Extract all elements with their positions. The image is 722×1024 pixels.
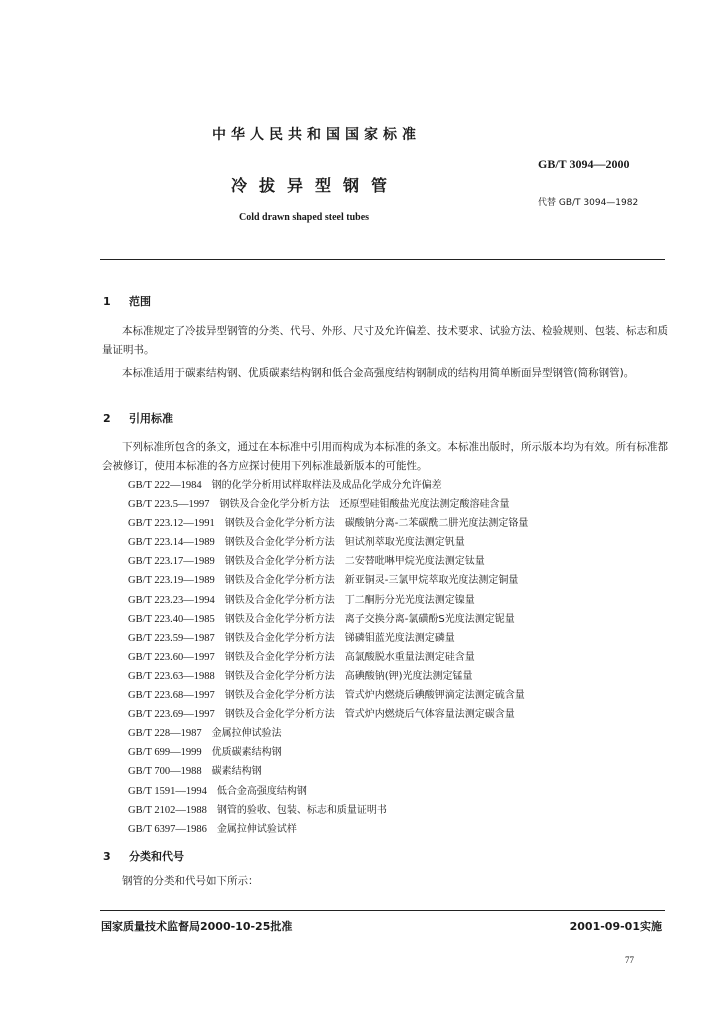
reference-title: 碳素结构钢 bbox=[211, 766, 262, 778]
reference-item bbox=[128, 629, 673, 648]
reference-code: GB/T 2102—1988 bbox=[128, 804, 207, 816]
national-standard-heading: 中华人民共和国国家标准 bbox=[212, 127, 421, 143]
reference-code: GB/T 223.40—1985 bbox=[128, 613, 215, 625]
reference-title: 钢铁及合金化学分析方法 丁二酮肟分光光度法测定镍量 bbox=[224, 594, 475, 606]
reference-code: GB/T 223.14—1989 bbox=[128, 537, 215, 549]
reference-title: 钢铁及合金化学分析方法 二安替吡啉甲烷光度法测定钛量 bbox=[224, 556, 485, 568]
reference-title: 钢管的验收、包装、标志和质量证明书 bbox=[216, 804, 387, 816]
reference-title: 钢铁及合金化学分析方法 离子交换分离-氯磺酚S光度法测定铌量 bbox=[224, 613, 515, 625]
reference-item bbox=[128, 514, 673, 533]
section-title: 范围 bbox=[129, 295, 151, 308]
reference-code: GB/T 223.69—1997 bbox=[128, 709, 215, 721]
document-title-en: Cold drawn shaped steel tubes bbox=[239, 212, 370, 223]
reference-list bbox=[128, 476, 673, 839]
reference-code: GB/T 222—1984 bbox=[128, 480, 202, 491]
reference-item bbox=[128, 686, 673, 705]
reference-item bbox=[128, 743, 673, 762]
reference-title: 钢铁及合金化学分析方法 管式炉内燃烧后碘酸钾滴定法测定硫含量 bbox=[224, 690, 525, 702]
reference-code: GB/T 223.12—1991 bbox=[128, 518, 215, 530]
reference-item bbox=[128, 476, 673, 495]
header-divider bbox=[100, 259, 665, 260]
implementation-date: 2001-09-01实施 bbox=[569, 920, 662, 933]
footer-divider bbox=[100, 910, 665, 911]
reference-title: 钢铁及合金化学分析方法 锑磷钼蓝光度法测定磷量 bbox=[224, 632, 455, 644]
section-title: 引用标准 bbox=[129, 412, 173, 425]
reference-item bbox=[128, 667, 673, 686]
reference-code: GB/T 223.59—1987 bbox=[128, 632, 215, 644]
scope-paragraph-2: 本标准适用于碳素结构钢、优质碳素结构钢和低合金高强度结构钢制成的结构用简单断面异型钢管(简称钢管)。 bbox=[122, 367, 635, 379]
section-title: 分类和代号 bbox=[129, 850, 184, 863]
replaces-standard: 代替 GB/T 3094—1982 bbox=[538, 198, 639, 208]
section-number: 2 bbox=[103, 412, 111, 425]
reference-item bbox=[128, 571, 673, 590]
section-number: 1 bbox=[103, 295, 111, 308]
classification-intro: 钢管的分类和代号如下所示： bbox=[122, 875, 259, 887]
reference-code: GB/T 223.68—1997 bbox=[128, 690, 215, 702]
reference-code: GB/T 6397—1986 bbox=[128, 823, 207, 835]
reference-item bbox=[128, 533, 673, 552]
reference-title: 钢铁及合金化学分析方法 钽试剂萃取光度法测定钒量 bbox=[224, 537, 465, 549]
section-heading-scope bbox=[103, 293, 151, 309]
reference-item bbox=[128, 820, 673, 839]
section-number: 3 bbox=[103, 850, 111, 863]
document-title-cn: 冷拔异型钢管 bbox=[231, 176, 400, 195]
reference-code: GB/T 228—1987 bbox=[128, 728, 202, 740]
reference-title: 金属拉伸试验试样 bbox=[216, 823, 297, 835]
reference-code: GB/T 1591—1994 bbox=[128, 785, 207, 797]
section-heading-classification bbox=[103, 848, 184, 864]
reference-code: GB/T 223.23—1994 bbox=[128, 594, 215, 606]
reference-title: 金属拉伸试验法 bbox=[211, 728, 282, 740]
reference-title: 钢铁及合金化学分析方法 碳酸钠分离-二苯碳酰二肼光度法测定铬量 bbox=[224, 518, 529, 530]
reference-code: GB/T 700—1988 bbox=[128, 766, 202, 778]
section-heading-references bbox=[103, 410, 173, 426]
reference-code: GB/T 699—1999 bbox=[128, 747, 202, 759]
reference-item bbox=[128, 648, 673, 667]
reference-code: GB/T 223.60—1997 bbox=[128, 651, 215, 663]
reference-item bbox=[128, 591, 673, 610]
reference-item bbox=[128, 724, 673, 743]
standard-code: GB/T 3094—2000 bbox=[538, 157, 630, 171]
reference-title: 钢铁及合金化学分析方法 管式炉内燃烧后气体容量法测定碳含量 bbox=[224, 709, 515, 721]
reference-title: 钢的化学分析用试样取样法及成品化学成分允许偏差 bbox=[211, 480, 442, 491]
reference-code: GB/T 223.5—1997 bbox=[128, 499, 210, 511]
page-number: 77 bbox=[625, 955, 634, 965]
reference-title: 优质碳素结构钢 bbox=[211, 747, 282, 759]
reference-item bbox=[128, 801, 673, 820]
reference-code: GB/T 223.63—1988 bbox=[128, 670, 215, 682]
reference-item bbox=[128, 552, 673, 571]
reference-code: GB/T 223.19—1989 bbox=[128, 575, 215, 587]
references-intro: 下列标准所包含的条文，通过在本标准中引用而构成为本标准的条文。本标准出版时，所示版本均为有效。所有标准都会被修订，使用本标准的各方应探讨使用下列标准最新版本的可能性。 bbox=[102, 441, 668, 472]
reference-title: 钢铁及合金化学分析方法 高碘酸钠(钾)光度法测定锰量 bbox=[224, 670, 473, 682]
reference-item bbox=[128, 495, 673, 514]
reference-item bbox=[128, 610, 673, 629]
reference-item bbox=[128, 782, 673, 801]
approval-organization: 国家质量技术监督局2000-10-25批准 bbox=[101, 920, 293, 933]
reference-title: 钢铁及合金化学分析方法 新亚铜灵-三氯甲烷萃取光度法测定铜量 bbox=[224, 575, 519, 587]
reference-title: 钢铁及合金化学分析方法 还原型硅钼酸盐光度法测定酸溶硅含量 bbox=[219, 499, 510, 511]
reference-code: GB/T 223.17—1989 bbox=[128, 556, 215, 568]
reference-title: 钢铁及合金化学分析方法 高氯酸脱水重量法测定硅含量 bbox=[224, 651, 475, 663]
reference-item bbox=[128, 705, 673, 724]
reference-item bbox=[128, 762, 673, 781]
scope-paragraph-1: 本标准规定了冷拔异型钢管的分类、代号、外形、尺寸及允许偏差、技术要求、试验方法、检验规则、包装、标志和质量证明书。 bbox=[102, 325, 668, 356]
reference-title: 低合金高强度结构钢 bbox=[216, 785, 307, 797]
